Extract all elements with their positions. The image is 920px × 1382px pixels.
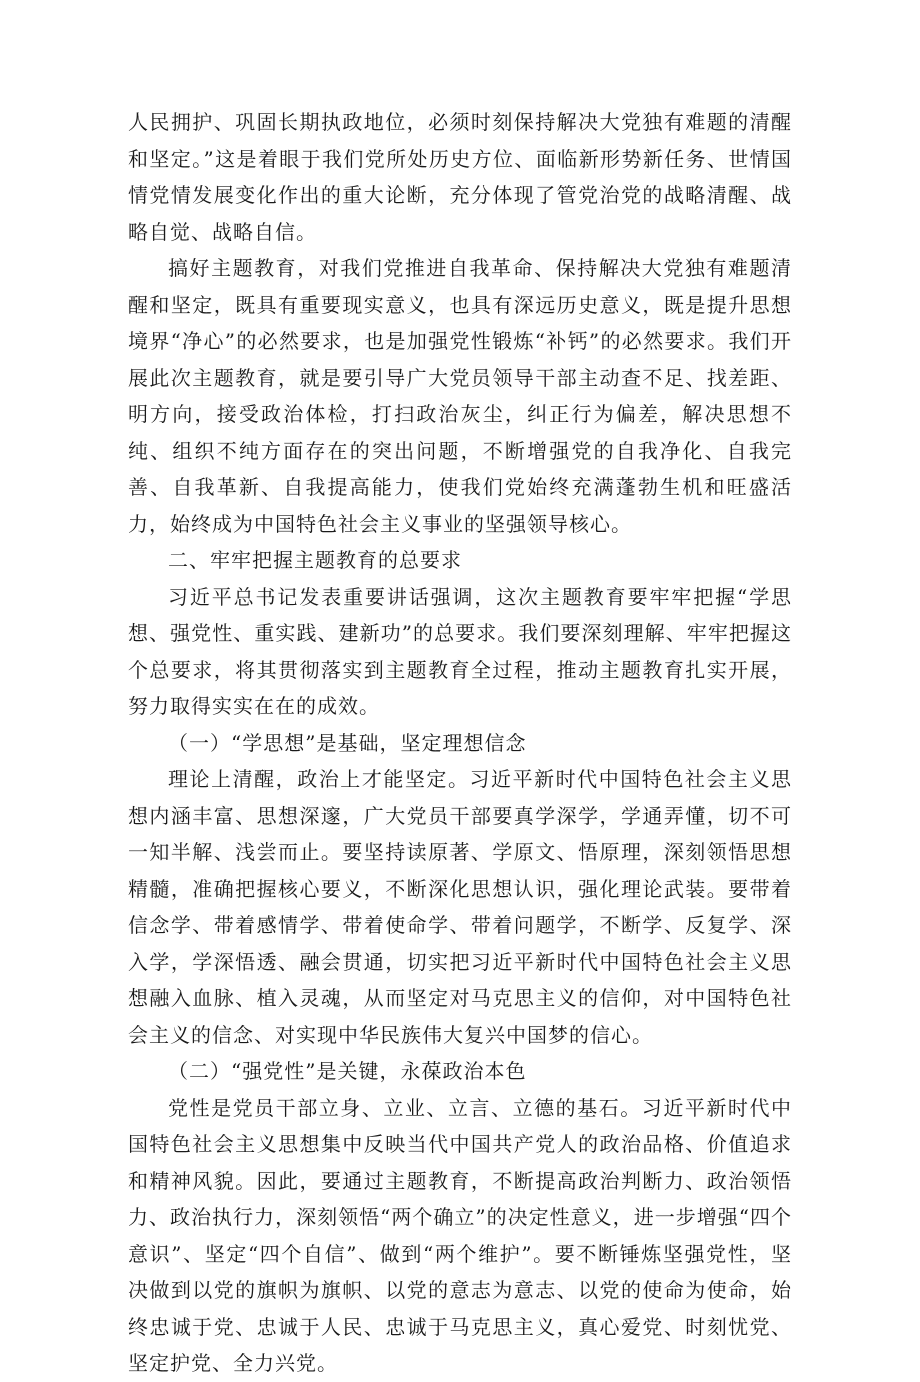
paragraph-general-requirements: 习近平总书记发表重要讲话强调，这次主题教育要牢牢把握“学思想、强党性、重实践、建新功”的总要求。我们要深刻理解、牢牢把握这个总要求，将其贯彻落实到主题教育全过程，推动主题教育扎实开展，努力取得实实在在的成效。 [128, 584, 792, 718]
paragraph-study-thought: 理论上清醒，政治上才能坚定。习近平新时代中国特色社会主义思想内涵丰富、思想深邃，广大党员干部要真学深学，学通弄懂，切不可一知半解、浅尝而止。要坚持读原著、学原文、悟原理，深刻领悟思想精髓，准确把握核心要义，不断深化思想认识，强化理论武装。要带着信念学、带着感情学、带着使命学、带着问题学，不断学、反复学、深入学，学深悟透、融会贯通，切实把习近平新时代中国特色社会主义思想融入血脉、植入灵魂，从而坚定对马克思主义的信仰，对中国特色社会主义的信念、对实现中华民族伟大复兴中国梦的信心。 [128, 767, 792, 1047]
paragraph-continued: 人民拥护、巩固长期执政地位，必须时刻保持解决大党独有难题的清醒和坚定。”这是着眼于我们党所处历史方位、面临新形势新任务、世情国情党情发展变化作出的重大论断，充分体现了管党治党的战略清醒、战略自觉、战略自信。 [128, 110, 792, 244]
section-heading-2: 二、牢牢把握主题教育的总要求 [168, 548, 462, 572]
subsection-heading-1: （一）“学思想”是基础，坚定理想信念 [168, 730, 527, 755]
paragraph-significance: 搞好主题教育，对我们党推进自我革命、保持解决大党独有难题清醒和坚定，既具有重要现实意义，也具有深远历史意义，既是提升思想境界“净心”的必然要求，也是加强党性锻炼“补钙”的必然要求。我们开展此次主题教育，就是要引导广大党员领导干部主动查不足、找差距、明方向，接受政治体检，打扫政治灰尘，纠正行为偏差，解决思想不纯、组织不纯方面存在的突出问题，不断增强党的自我净化、自我完善、自我革新、自我提高能力，使我们党始终充满蓬勃生机和旺盛活力，始终成为中国特色社会主义事业的坚强领导核心。 [128, 256, 792, 536]
subsection-heading-2: （二）“强党性”是关键，永葆政治本色 [168, 1059, 527, 1083]
paragraph-party-spirit: 党性是党员干部立身、立业、立言、立德的基石。习近平新时代中国特色社会主义思想集中反映当代中国共产党人的政治品格、价值追求和精神风貌。因此，要通过主题教育，不断提高政治判断力、政治领悟力、政治执行力，深刻领悟“两个确立”的决定性意义，进一步增强“四个意识”、坚定“四个自信”、做到“两个维护”。要不断锤炼坚强党性，坚决做到以党的旗帜为旗帜、以党的意志为意志、以党的使命为使命，始终忠诚于党、忠诚于人民、忠诚于马克思主义，真心爱党、时刻忧党、坚定护党、全力兴党。 [128, 1095, 792, 1375]
